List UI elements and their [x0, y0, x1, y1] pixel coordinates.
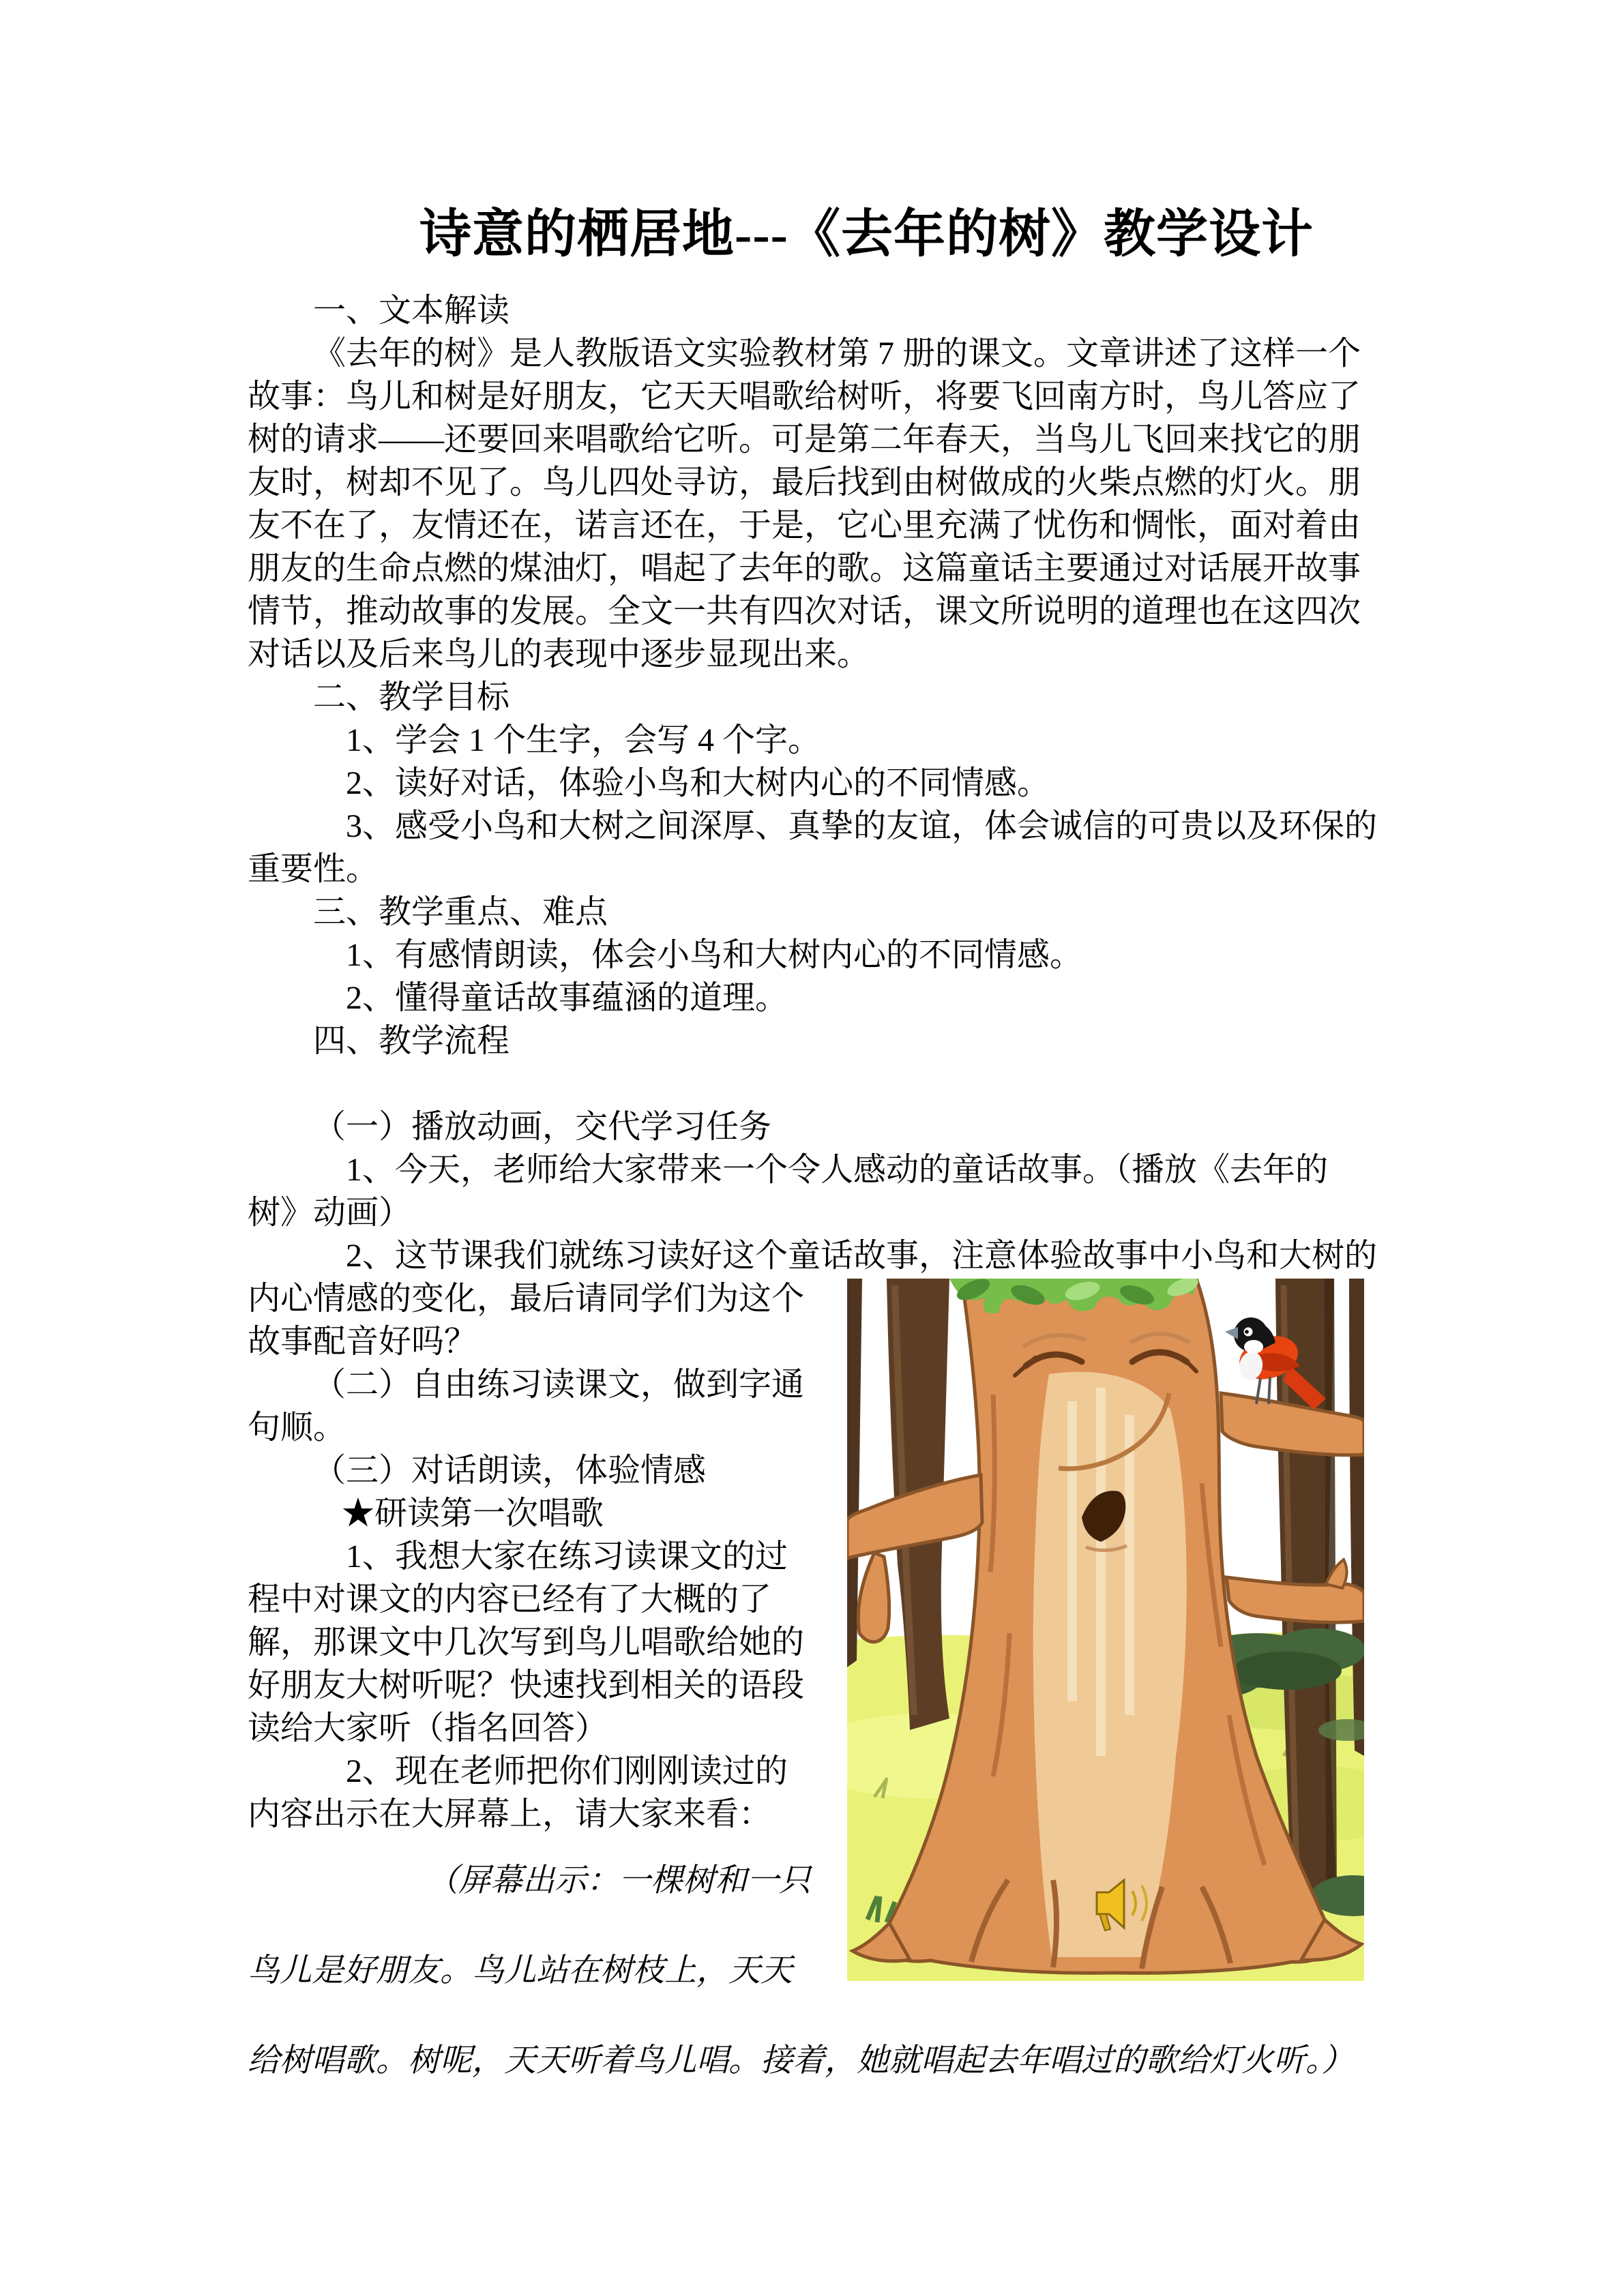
section4-heading: 四、教学流程 — [313, 1023, 510, 1059]
text-line: 重要性。 — [248, 851, 379, 887]
screen-quote-line: 鸟儿是好朋友。鸟儿站在树枝上，天天 — [248, 1952, 793, 1989]
list-item: 1、学会 1 个生字，会写 4 个字。 — [346, 722, 821, 758]
list-item: 2、懂得童话故事蕴涵的道理。 — [346, 980, 788, 1016]
list-item: 3、感受小鸟和大树之间深厚、真挚的友谊，体会诚信的可贵以及环保的 — [346, 808, 1378, 844]
list-item: 1、今天，老师给大家带来一个令人感动的童话故事。（播放《去年的 — [346, 1152, 1329, 1188]
step2-heading: （二）自由练习读课文，做到字通 — [313, 1367, 805, 1403]
bird-cheek — [1244, 1340, 1263, 1354]
page-title: 诗意的栖居地---《去年的树》教学设计 — [419, 206, 1314, 263]
text-line: 朋友的生命点燃的煤油灯，唱起了去年的歌。这篇童话主要通过对话展开故事 — [248, 550, 1361, 586]
leaves — [949, 1279, 1200, 1313]
text-line: 《去年的树》是人教版语文实验教材第 7 册的课文。文章讲述了这样一个 — [313, 336, 1361, 372]
text-line: 解，那课文中几次写到鸟儿唱歌给她的 — [248, 1624, 805, 1660]
list-item: 2、读好对话，体验小鸟和大树内心的不同情感。 — [346, 765, 1050, 801]
tree-illustration — [847, 1279, 1364, 1981]
tree-illustration-svg — [847, 1279, 1364, 1981]
step1-heading: （一）播放动画，交代学习任务 — [313, 1109, 772, 1145]
section2-heading: 二、教学目标 — [313, 679, 510, 715]
star-subheading: ★研读第一次唱歌 — [342, 1495, 604, 1532]
text-line: 友时，树却不见了。鸟儿四处寻访，最后找到由树做成的火柴点燃的灯火。朋 — [248, 464, 1361, 501]
text-line: 内心情感的变化，最后请同学们为这个 — [248, 1281, 805, 1317]
list-item: 1、有感情朗读，体会小鸟和大树内心的不同情感。 — [346, 937, 1083, 973]
text-line: 好朋友大树听呢？快速找到相关的语段 — [248, 1667, 805, 1703]
text-line: 情节，推动故事的发展。全文一共有四次对话，课文所说明的道理也在这四次 — [248, 593, 1361, 629]
text-line: 内容出示在大屏幕上，请大家来看： — [248, 1796, 772, 1832]
list-item: 2、现在老师把你们刚刚读过的 — [346, 1753, 788, 1789]
text-line: 读给大家听（指名回答） — [248, 1710, 608, 1746]
text-line: 树》动画） — [248, 1195, 412, 1231]
text-line: 故事配音好吗？ — [248, 1324, 477, 1360]
step3-heading: （三）对话朗读，体验情感 — [313, 1452, 707, 1489]
screen-quote-line: 给树唱歌。树呢，天天听着鸟儿唱。接着，她就唱起去年唱过的歌给灯火听。） — [248, 2042, 1354, 2079]
screen-quote-line: （屏幕出示：一棵树和一只 — [426, 1862, 811, 1899]
text-line: 故事：鸟儿和树是好朋友，它天天唱歌给树听，将要飞回南方时，鸟儿答应了 — [248, 378, 1361, 415]
section1-heading: 一、文本解读 — [313, 293, 510, 329]
list-item: 2、这节课我们就练习读好这个童话故事，注意体验故事中小鸟和大树的 — [346, 1238, 1378, 1274]
section3-heading: 三、教学重点、难点 — [313, 894, 608, 930]
text-line: 句顺。 — [248, 1410, 346, 1446]
text-line: 树的请求——还要回来唱歌给它听。可是第二年春天，当鸟儿飞回来找它的朋 — [248, 421, 1361, 458]
blank-line — [248, 1062, 1383, 1105]
list-item: 1、我想大家在练习读课文的过 — [346, 1538, 788, 1575]
text-line: 对话以及后来鸟儿的表现中逐步显现出来。 — [248, 636, 870, 672]
text-line: 友不在了，友情还在，诺言还在，于是，它心里充满了忧伤和惆怅，面对着由 — [248, 507, 1361, 543]
text-line: 程中对课文的内容已经有了大概的了 — [248, 1581, 772, 1617]
